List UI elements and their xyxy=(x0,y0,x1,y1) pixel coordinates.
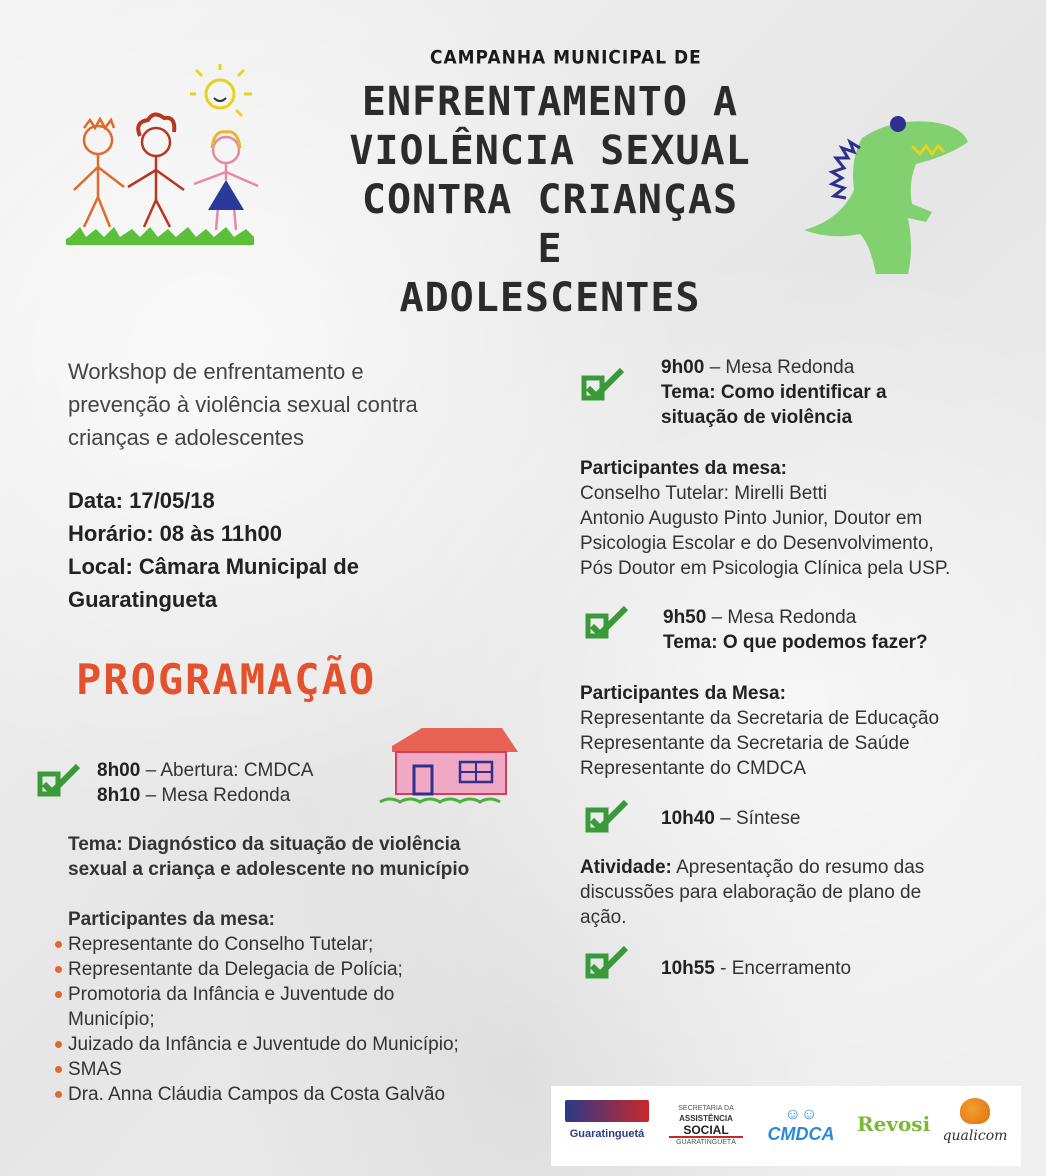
schedule-item-10h40 xyxy=(661,806,800,831)
event-location-city: Guaratingueta xyxy=(68,587,218,612)
checkbox-icon xyxy=(582,798,630,838)
tema-line: sexual a criança e adolescente no município xyxy=(68,859,470,880)
title-line: CONTRA CRIANÇAS E xyxy=(361,177,739,272)
list-item: Representante do Conselho Tutelar; xyxy=(68,932,459,957)
qualicom-logo xyxy=(939,1098,1011,1144)
qualicom-icon xyxy=(960,1098,990,1124)
schedule-time: 10h55 xyxy=(661,958,715,979)
participants-heading-1: Participantes da mesa: xyxy=(68,909,275,930)
event-details xyxy=(68,484,359,616)
secretaria-logo-text: GUARATINGUETÁ xyxy=(669,1136,743,1148)
tema-1 xyxy=(68,832,469,882)
participants-heading: Participantes da mesa: xyxy=(580,458,787,479)
participant-line: Antonio Augusto Pinto Junior, Doutor em xyxy=(580,508,923,529)
house-drawing xyxy=(378,718,523,808)
schedule-text: - Encerramento xyxy=(714,958,852,979)
tema-line: Tema: Diagnóstico da situação de violência xyxy=(68,834,461,855)
event-location: Local: Câmara Municipal de xyxy=(68,554,359,579)
guaratingueta-logo xyxy=(565,1100,649,1150)
atividade-label: Atividade: xyxy=(580,857,672,878)
tema-line: Tema: Como identificar a xyxy=(661,382,887,403)
children-drawing xyxy=(66,62,281,252)
schedule-text: – Mesa Redonda xyxy=(140,785,291,806)
atividade-text: discussões para elaboração de plano de xyxy=(580,882,922,903)
smile-icon: ☺☺ xyxy=(784,1106,818,1123)
checkbox-icon xyxy=(582,604,630,644)
participant-line: Conselho Tutelar: Mirelli Betti xyxy=(580,483,828,504)
list-item: Representante da Delegacia de Polícia; xyxy=(68,957,459,982)
participants-block-2 xyxy=(580,456,950,581)
campaign-title xyxy=(340,78,760,323)
schedule-time: 8h00 xyxy=(97,760,141,781)
schedule-time: 9h00 xyxy=(661,357,705,378)
schedule-time: 9h50 xyxy=(663,607,707,628)
atividade-text: ação. xyxy=(580,907,627,928)
participants-list-1 xyxy=(68,932,459,1107)
list-item: Juizado da Infância e Juventude do Município; xyxy=(68,1034,459,1055)
schedule-item-10h55 xyxy=(661,956,851,981)
list-item: SMAS xyxy=(68,1057,459,1082)
title-line: ENFRENTAMENTO A xyxy=(361,79,739,125)
schedule-text: – Mesa Redonda xyxy=(706,607,857,628)
title-line: VIOLÊNCIA SEXUAL xyxy=(349,128,751,174)
secretaria-logo xyxy=(669,1104,743,1148)
sun-icon xyxy=(190,64,252,116)
revosi-logo xyxy=(857,1112,931,1136)
dinosaur-drawing xyxy=(800,108,980,288)
schedule-item-9h00 xyxy=(661,355,887,430)
atividade-block xyxy=(580,855,1000,930)
participants-block-3 xyxy=(580,681,939,781)
tema-line: Tema: O que podemos fazer? xyxy=(663,632,928,653)
participant-line: Representante da Secretaria de Saúde xyxy=(580,733,910,754)
participant-line: Psicologia Escolar e do Desenvolvimento, xyxy=(580,533,934,554)
programacao-heading: PROGRAMAÇÃO xyxy=(76,655,377,704)
event-date: Data: 17/05/18 xyxy=(68,488,215,513)
schedule-text: – Abertura: CMDCA xyxy=(140,760,314,781)
schedule-text: – Mesa Redonda xyxy=(704,357,855,378)
title-line: ADOLESCENTES xyxy=(399,275,701,321)
schedule-time: 10h40 xyxy=(661,808,715,829)
schedule-text: – Síntese xyxy=(714,808,801,829)
secretaria-logo-text: ASSISTÊNCIA xyxy=(679,1114,733,1123)
secretaria-logo-text: SOCIAL xyxy=(683,1123,729,1137)
cmdca-logo-text: CMDCA xyxy=(767,1124,835,1144)
participants-heading: Participantes da Mesa: xyxy=(580,683,786,704)
participant-line: Pós Doutor em Psicologia Clínica pela USP. xyxy=(580,558,951,579)
checkbox-icon xyxy=(582,944,630,984)
qualicom-logo-text: qualicom xyxy=(942,1128,1008,1144)
list-item: Dra. Anna Cláudia Campos da Costa Galvão xyxy=(68,1082,459,1107)
participant-line: Representante da Secretaria de Educação xyxy=(580,708,940,729)
atividade-text: Apresentação do resumo das xyxy=(671,857,925,878)
tema-line: situação de violência xyxy=(661,407,853,428)
guaratingueta-logo-text: Guaratinguetá xyxy=(569,1128,645,1140)
schedule-time: 8h10 xyxy=(97,785,141,806)
checkbox-icon xyxy=(578,366,626,406)
schedule-item-9h50 xyxy=(663,605,928,655)
cmdca-logo xyxy=(761,1106,841,1145)
list-item: Promotoria da Infância e Juventude do xyxy=(68,982,459,1007)
participant-line: Representante do CMDCA xyxy=(580,758,806,779)
checkbox-icon xyxy=(34,762,82,802)
schedule-item-8h10 xyxy=(97,783,290,808)
workshop-description: Workshop de enfrentamento e prevenção à violência sexual contra crianças e adolescentes xyxy=(68,359,418,450)
schedule-item-8h00 xyxy=(97,758,313,783)
revosi-logo-text: Revosi xyxy=(857,1112,931,1136)
secretaria-logo-text: SECRETARIA DA xyxy=(678,1105,734,1112)
event-time: Horário: 08 às 11h00 xyxy=(68,521,283,546)
list-item-continuation: Município; xyxy=(68,1009,155,1030)
sponsor-logos-bar xyxy=(551,1086,1021,1166)
campaign-subtitle: CAMPANHA MUNICIPAL DE xyxy=(430,47,702,69)
